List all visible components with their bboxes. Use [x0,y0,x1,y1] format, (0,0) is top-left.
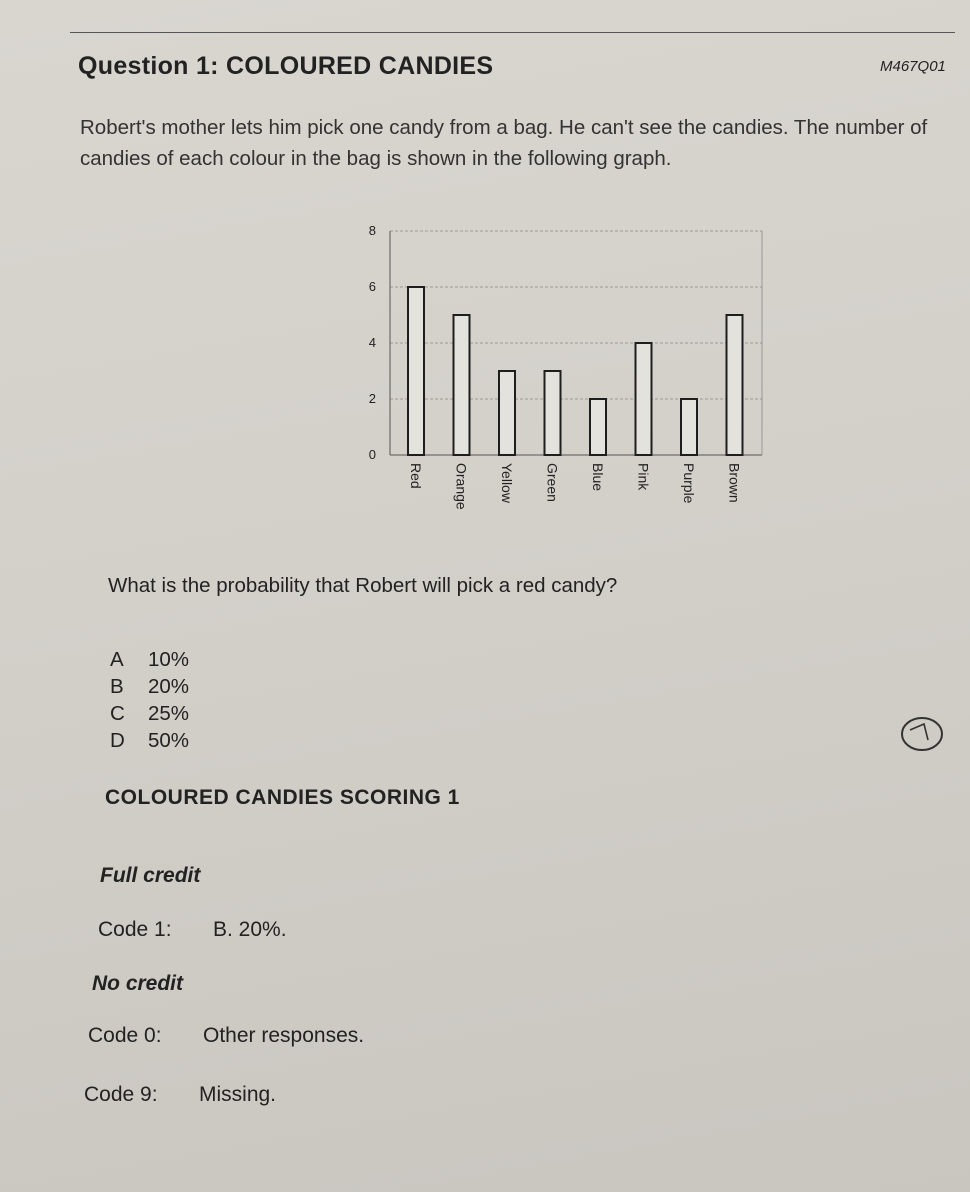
code-1-label: Code 1: [98,918,172,941]
bar-red [408,287,424,455]
y-tick-label: 4 [368,335,376,350]
option-text: 50% [148,729,190,752]
category-label: Blue [590,463,606,492]
bar-brown [727,315,743,455]
option-text: 10% [148,648,190,671]
answer-options [110,646,189,754]
code-0-text: Other responses. [203,1024,365,1047]
item-code: M467Q01 [880,58,946,75]
option-text: 25% [148,702,190,725]
top-rule [70,32,955,33]
category-label: Yellow [499,463,515,503]
question-title: Question 1: COLOURED CANDIES [78,52,494,80]
handwritten-circle-mark [898,710,948,760]
y-tick-label: 0 [368,447,376,462]
bar-pink [636,343,652,455]
option-letter: A [110,648,124,671]
option-a[interactable] [110,646,189,673]
option-letter: C [110,702,125,725]
bar-purple [681,399,697,455]
option-text: 20% [148,675,190,698]
category-label: Orange [453,463,470,510]
y-tick-label: 6 [368,279,376,294]
y-tick-label: 2 [368,391,376,406]
bar-blue [590,399,606,455]
candy-bar-chart [350,215,780,525]
option-letter: B [110,675,124,698]
option-b[interactable] [110,673,189,700]
option-c[interactable] [110,700,189,727]
full-credit-heading: Full credit [100,864,201,887]
code-1-text: B. 20%. [213,918,287,941]
y-tick-label: 8 [368,223,376,238]
code-1-line [98,918,287,942]
option-d[interactable] [110,727,189,754]
intro-text: Robert's mother lets him pick one candy from a bag. He can't see the candies. The number of candies of each colour in the bag is shown in the following graph. [80,116,928,170]
bar-orange [454,315,470,455]
code-0-label: Code 0: [88,1024,162,1047]
bar-yellow [499,371,515,455]
option-letter: D [110,729,125,752]
category-label: Red [408,463,424,489]
bar-green [545,371,561,455]
code-9-text: Missing. [199,1083,277,1106]
code-9-label: Code 9: [84,1083,158,1106]
code-0-line [88,1024,364,1048]
category-label: Pink [635,463,652,491]
question-text: What is the probability that Robert will pick a red candy? [108,574,618,597]
code-9-line [84,1083,276,1107]
category-label: Brown [726,463,743,503]
category-label: Purple [681,463,697,504]
category-label: Green [544,463,561,502]
no-credit-heading: No credit [92,972,184,995]
scoring-title: COLOURED CANDIES SCORING 1 [105,786,460,809]
